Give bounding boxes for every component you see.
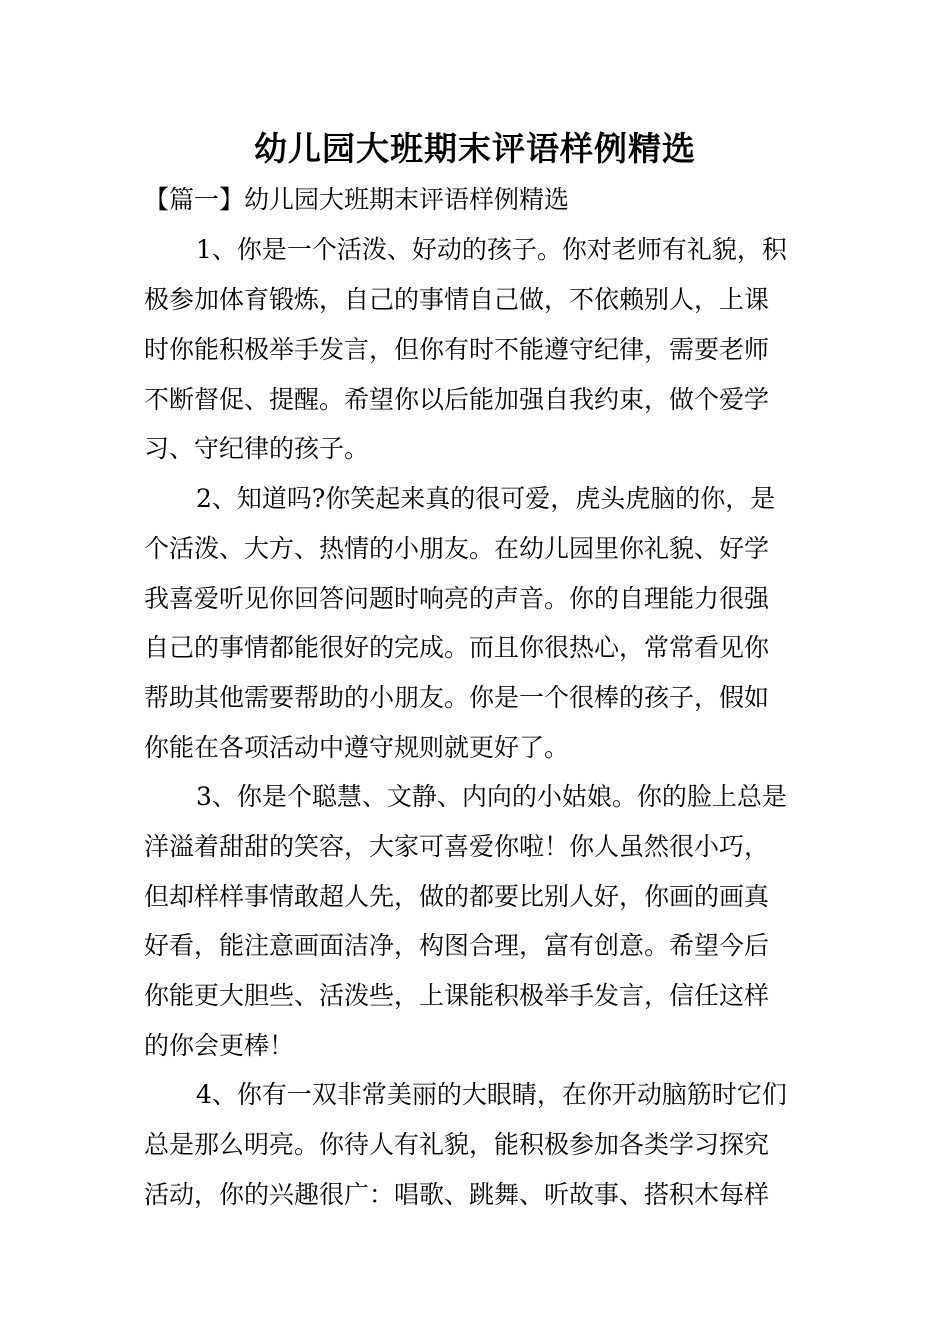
paragraph-3-line-4: 好看，能注意画面洁净，构图合理，富有创意。希望今后 <box>144 931 770 960</box>
paragraph-1-line-3: 时你能积极举手发言，但你有时不能遵守纪律，需要老师 <box>144 335 770 364</box>
paragraph-2-line-6: 你能在各项活动中遵守规则就更好了。 <box>144 733 570 762</box>
paragraph-4-line-2: 总是那么明亮。你待人有礼貌，能积极参加各类学习探究 <box>144 1130 770 1159</box>
paragraph-1-line-5: 习、守纪律的孩子。 <box>144 434 370 463</box>
section-heading: 【篇一】幼儿园大班期末评语样例精选 <box>144 185 570 214</box>
paragraph-3-line-1: 3、你是个聪慧、文静、内向的小姑娘。你的脸上总是 <box>196 782 787 811</box>
paragraph-1-line-1: 1、你是一个活泼、好动的孩子。你对老师有礼貌，积 <box>196 235 787 264</box>
paragraph-1-line-2: 极参加体育锻炼，自己的事情自己做，不依赖别人，上课 <box>144 285 770 314</box>
paragraph-3-line-3: 但却样样事情敢超人先，做的都要比别人好，你画的画真 <box>144 882 770 911</box>
paragraph-4-line-1: 4、你有一双非常美丽的大眼睛，在你开动脑筋时它们 <box>196 1080 787 1109</box>
paragraph-3-line-2: 洋溢着甜甜的笑容，大家可喜爱你啦！你人虽然很小巧， <box>144 832 770 861</box>
paragraph-3-line-5: 你能更大胆些、活泼些，上课能积极举手发言，信任这样 <box>144 981 770 1010</box>
paragraph-2-line-5: 帮助其他需要帮助的小朋友。你是一个很棒的孩子，假如 <box>144 683 770 712</box>
paragraph-2-line-4: 自己的事情都能很好的完成。而且你很热心，常常看见你 <box>144 633 770 662</box>
paragraph-1-line-4: 不断督促、提醒。希望你以后能加强自我约束，做个爱学 <box>144 385 770 414</box>
paragraph-3-line-6: 的你会更棒！ <box>144 1031 295 1060</box>
paragraph-2-line-2: 个活泼、大方、热情的小朋友。在幼儿园里你礼貌、好学 <box>144 534 770 563</box>
paragraph-2-line-3: 我喜爱听见你回答问题时响亮的声音。你的自理能力很强 <box>144 584 770 613</box>
paragraph-4-line-3: 活动，你的兴趣很广：唱歌、跳舞、听故事、搭积木每样 <box>144 1180 770 1209</box>
page-title: 幼儿园大班期末评语样例精选 <box>254 129 696 168</box>
paragraph-2-line-1: 2、知道吗?你笑起来真的很可爱，虎头虎脑的你，是 <box>196 484 776 513</box>
